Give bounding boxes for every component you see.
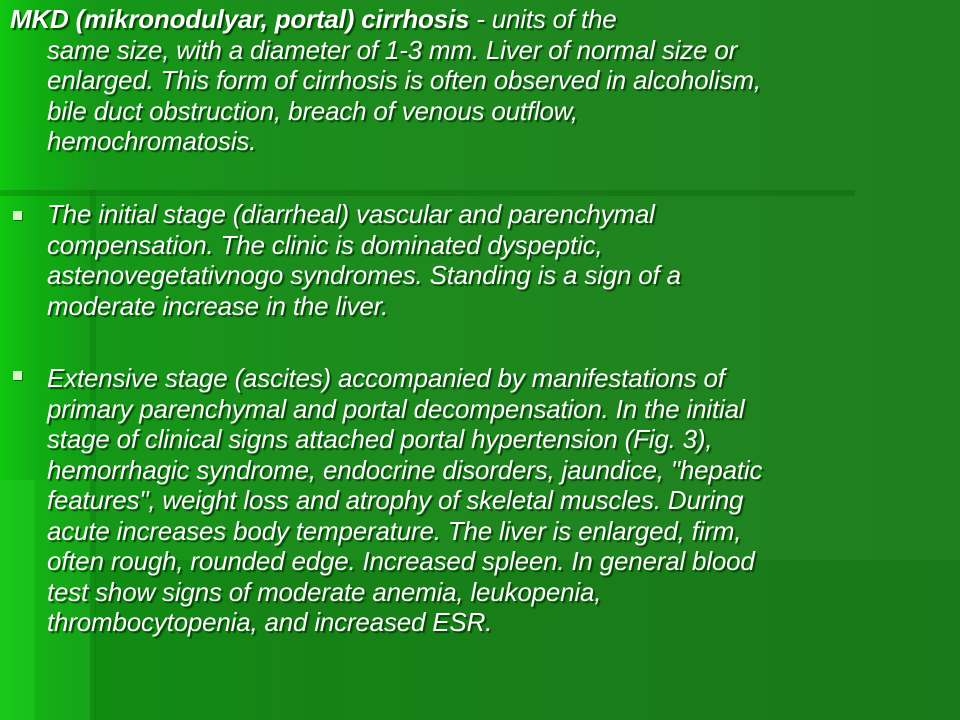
- bullet-line: hemorrhagic syndrome, endocrine disorders, jaundice, "hepatic: [47, 454, 763, 485]
- bullet-line: primary parenchymal and portal decompensation. In the initial: [47, 393, 745, 424]
- bullet-line: compensation. The clinic is dominated dyspeptic,: [47, 229, 603, 260]
- bullet-line: test show signs of moderate anemia, leukopenia,: [47, 576, 602, 607]
- intro-line: - units of the: [469, 4, 617, 34]
- bullet-line: moderate increase in the liver.: [47, 290, 389, 321]
- bullet-line: features", weight loss and atrophy of skeletal muscles. During: [47, 485, 744, 515]
- intro-lead-term: MKD (mikronodulyar, portal) cirrhosis: [10, 4, 470, 34]
- bullet-line: thrombocytopenia, and increased ESR.: [47, 607, 493, 637]
- intro-line: bile duct obstruction, breach of venous outflow,: [47, 95, 578, 126]
- bullet-paragraph-initial-stage: [47, 199, 927, 321]
- intro-line: same size, with a diameter of 1-3 mm. Liver of normal size or: [47, 34, 738, 65]
- bullet-line: often rough, rounded edge. Increased spleen. In general blood: [47, 546, 755, 576]
- square-bullet-icon: [13, 371, 22, 380]
- bullet-line: astenovegetativnogo syndromes. Standing is a sign of a: [47, 260, 681, 290]
- bullet-line: acute increases body temperature. The liver is enlarged, firm,: [47, 515, 742, 546]
- intro-line: enlarged. This form of cirrhosis is often observed in alcoholism,: [47, 65, 761, 95]
- bullet-line: Extensive stage (ascites) accompanied by manifestations of: [47, 363, 725, 393]
- square-bullet-icon: [13, 211, 22, 220]
- bullet-line: The initial stage (diarrheal) vascular and parenchymal: [47, 199, 655, 229]
- bullet-line: stage of clinical signs attached portal hypertension (Fig. 3),: [47, 424, 713, 454]
- bullet-paragraph-extensive-stage: [47, 363, 952, 638]
- intro-paragraph: [10, 4, 950, 157]
- intro-line: hemochromatosis.: [47, 126, 257, 156]
